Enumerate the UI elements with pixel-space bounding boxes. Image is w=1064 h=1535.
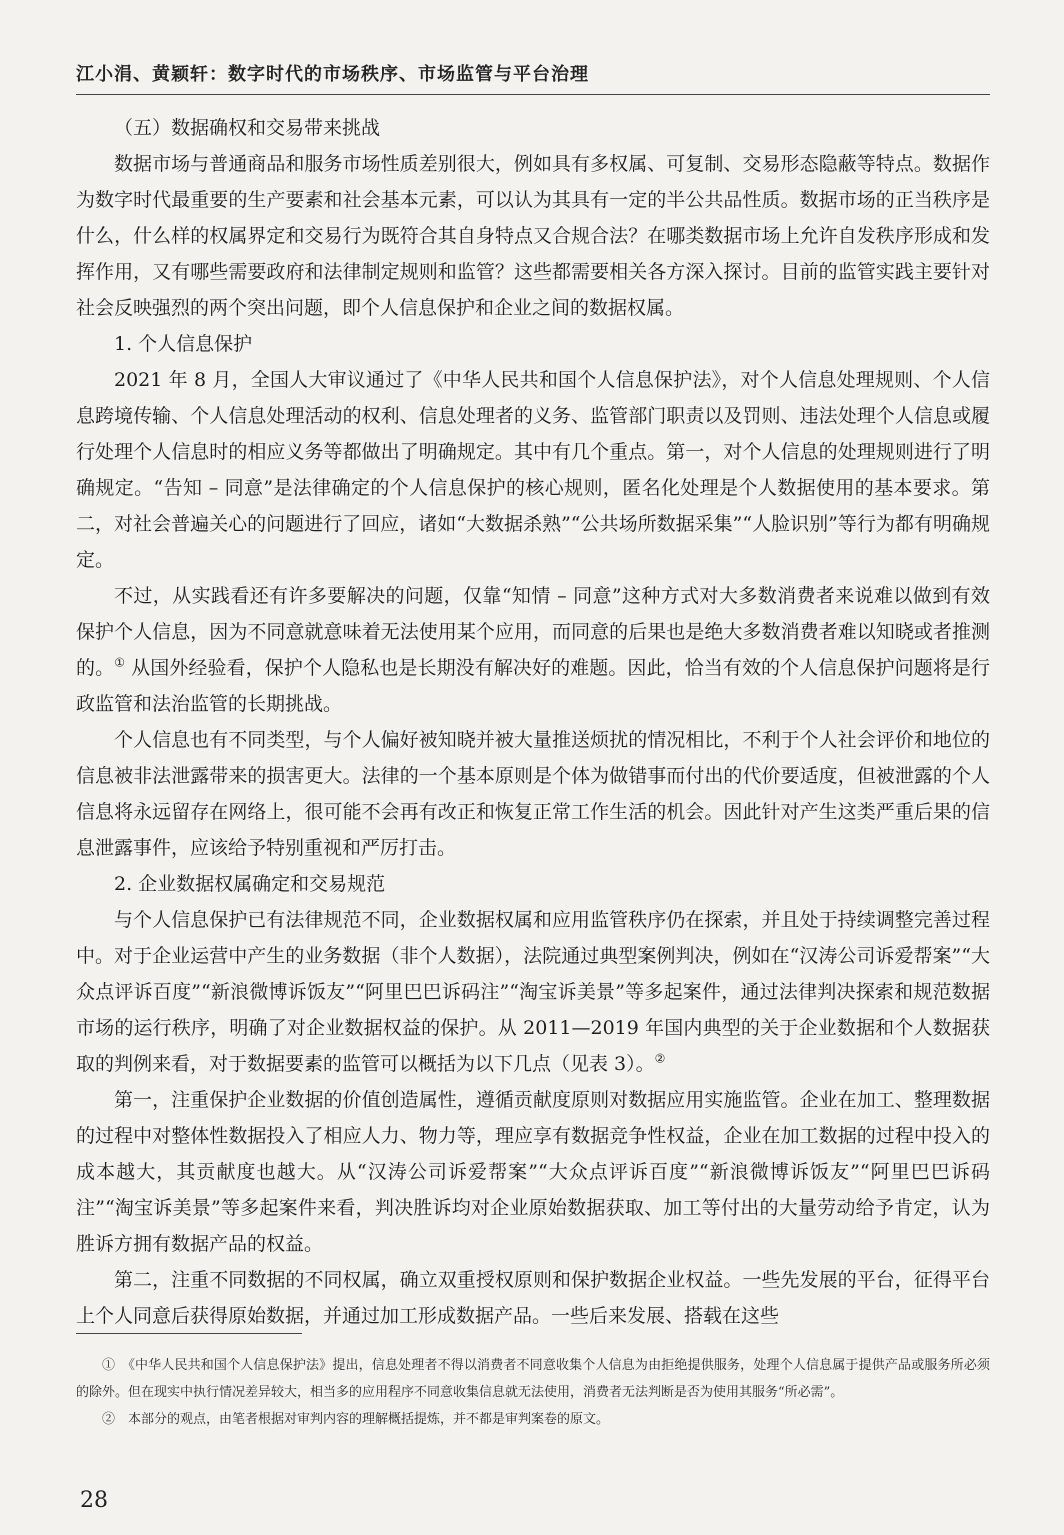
- paragraph-consent-problem: [76, 578, 990, 722]
- footnote-ref-1[interactable]: ①: [114, 655, 126, 670]
- paragraph-text: 不过，从实践看还有许多要解决的问题，仅靠“知情 – 同意”这种方式对大多数消费者来说难以做到有效保护个人信息，因为不同意就意味着无法使用某个应用，而同意的后果也是绝大多数消费者难以知晓或者推测的。: [76, 585, 990, 679]
- footnotes: [76, 1352, 990, 1433]
- subsection-1-heading: 1. 个人信息保护: [114, 333, 253, 355]
- footnote-divider: [76, 1333, 302, 1334]
- paragraph-point-two: 第二，注重不同数据的不同权属，确立双重授权原则和保护数据企业权益。一些先发展的平台，征得平台上个人同意后获得原始数据，并通过加工形成数据产品。一些后来发展、搭载在这些: [76, 1269, 990, 1327]
- running-header: 江小涓、黄颖轩：数字时代的市场秩序、市场监管与平台治理: [76, 64, 589, 85]
- page-number: 28: [80, 1488, 108, 1513]
- paragraph-text-tail: 从国外经验看，保护个人隐私也是长期没有解决好的难题。因此，恰当有效的个人信息保护问题将是行政监管和法治监管的长期挑战。: [76, 657, 991, 715]
- paragraph-point-one: 第一，注重保护企业数据的价值创造属性，遵循贡献度原则对数据应用实施监管。企业在加工、整理数据的过程中对整体性数据投入了相应人力、物力等，理应享有数据竞争性权益，企业在加工数据的过程中投入的成本越大，其贡献度也越大。从“汉涛公司诉爱帮案”“大众点评诉百度”“新浪微博诉饭友”“阿里巴巴诉码注”“淘宝诉美景”等多起案件来看，判决胜诉均对企业原始数据获取、加工等付出的大量劳动给予肯定，认为胜诉方拥有数据产品的权益。: [76, 1089, 990, 1255]
- paragraph-info-types: 个人信息也有不同类型，与个人偏好被知晓并被大量推送烦扰的情况相比，不利于个人社会评价和地位的信息被非法泄露带来的损害更大。法律的一个基本原则是个体为做错事而付出的代价要适度，但被泄露的个人信息将永远留存在网络上，很可能不会再有改正和恢复正常工作生活的机会。因此针对产生这类严重后果的信息泄露事件，应该给予特别重视和严厉打击。: [76, 729, 990, 859]
- section-heading: （五）数据确权和交易带来挑战: [114, 117, 381, 139]
- subsection-2-heading: 2. 企业数据权属确定和交易规范: [114, 873, 386, 895]
- paragraph-pipl-law: 2021 年 8 月，全国人大审议通过了《中华人民共和国个人信息保护法》，对个人信息处理规则、个人信息跨境传输、个人信息处理活动的权利、信息处理者的义务、监管部门职责以及罚则、违法处理个人信息或履行处理个人信息时的相应义务等都做出了明确规定。其中有几个重点。第一，对个人信息的处理规则进行了明确规定。“告知 – 同意”是法律确定的个人信息保护的核心规则，匿名化处理是个人数据使用的基本要求。第二，对社会普遍关心的问题进行了回应，诸如“大数据杀熟”“公共场所数据采集”“人脸识别”等行为都有明确规定。: [76, 369, 990, 571]
- section-intro-paragraph: 数据市场与普通商品和服务市场性质差别很大，例如具有多权属、可复制、交易形态隐蔽等特点。数据作为数字时代最重要的生产要素和社会基本元素，可以认为其具有一定的半公共品性质。数据市场的正当秩序是什么，什么样的权属界定和交易行为既符合其自身特点又合规合法？在哪类数据市场上允许自发秩序形成和发挥作用，又有哪些需要政府和法律制定规则和监管？这些都需要相关各方深入探讨。目前的监管实践主要针对社会反映强烈的两个突出问题，即个人信息保护和企业之间的数据权属。: [76, 153, 990, 319]
- paragraph-enterprise-data: [76, 902, 990, 1082]
- article-body: [76, 110, 990, 1334]
- paragraph-text: 与个人信息保护已有法律规范不同，企业数据权属和应用监管秩序仍在探索，并且处于持续调整完善过程中。对于企业运营中产生的业务数据（非个人数据），法院通过典型案例判决，例如在“汉涛公司诉爱帮案”“大众点评诉百度”“新浪微博诉饭友”“阿里巴巴诉码注”“淘宝诉美景”等多起案件，通过法律判决探索和规范数据市场的运行秩序，明确了对企业数据权益的保护。从 2011—2019 年国内典型的关于企业数据和个人数据获取的判例来看，对于数据要素的监管可以概括为以下几点（见表 3）。: [76, 909, 990, 1075]
- footnote-1: ① 《中华人民共和国个人信息保护法》提出，信息处理者不得以消费者不同意收集个人信息为由拒绝提供服务，处理个人信息属于提供产品或服务所必须的除外。但在现实中执行情况差异较大，相当多的应用程序不同意收集信息就无法使用，消费者无法判断是否为使用其服务“所必需”。: [76, 1358, 990, 1400]
- header-divider: [76, 94, 990, 95]
- footnote-2: ② 本部分的观点，由笔者根据对审判内容的理解概括提炼，并不都是审判案卷的原文。: [102, 1412, 610, 1427]
- footnote-ref-2[interactable]: ②: [654, 1051, 666, 1066]
